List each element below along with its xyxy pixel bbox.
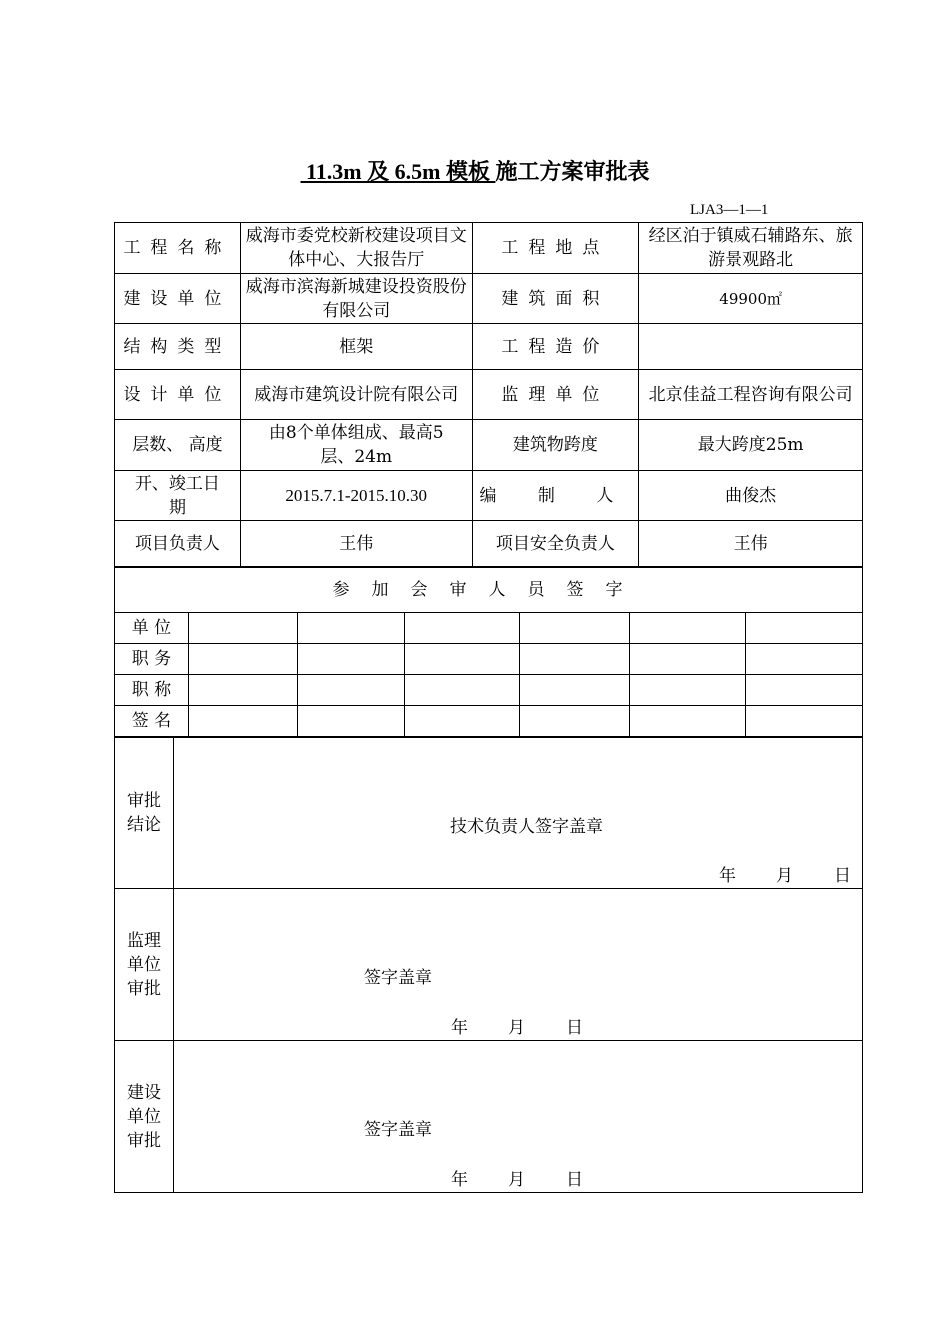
signoff-cell[interactable] — [404, 613, 520, 644]
signoff-cell[interactable] — [188, 706, 297, 737]
label-editor: 编 制 人 — [472, 471, 639, 521]
signoff-row-label: 职 务 — [115, 644, 189, 675]
document-number: LJA3—1—1 — [690, 202, 769, 218]
supervision-approval-area[interactable] — [173, 889, 862, 1041]
signoff-row-label: 职 称 — [115, 675, 189, 706]
value-span: 最大跨度25m — [639, 420, 863, 471]
value-designer: 威海市建筑设计院有限公司 — [240, 370, 472, 420]
signoff-cell[interactable] — [404, 675, 520, 706]
label-project-name: 工程名称 — [115, 223, 241, 274]
label-building-area: 建筑面积 — [472, 274, 639, 324]
label-project-location: 工程地点 — [472, 223, 639, 274]
seal-label: 签字盖章 — [363, 968, 432, 988]
value-project-location: 经区泊于镇威石辅路东、旅游景观路北 — [639, 223, 863, 274]
value-floors: 由8个单体组成、最高5层、24m — [240, 420, 472, 471]
label-designer: 设计单位 — [115, 370, 241, 420]
date-year: 年 — [450, 1018, 468, 1038]
label-cost: 工程造价 — [472, 324, 639, 370]
project-info-table — [114, 222, 863, 567]
value-cost — [639, 324, 863, 370]
signoff-cell[interactable] — [404, 706, 520, 737]
label-safety: 项目安全负责人 — [472, 521, 639, 567]
signoff-cell[interactable] — [520, 644, 630, 675]
value-supervisor: 北京佳益工程咨询有限公司 — [639, 370, 863, 420]
signoff-table — [114, 612, 863, 737]
date-day: 日 — [565, 1018, 583, 1038]
signoff-cell[interactable] — [630, 613, 746, 644]
date-month: 月 — [775, 866, 793, 886]
construction-approval-area[interactable] — [173, 1041, 862, 1193]
signoff-cell[interactable] — [630, 675, 746, 706]
value-editor: 曲俊杰 — [639, 471, 863, 521]
date-month: 月 — [507, 1018, 525, 1038]
value-structure: 框架 — [240, 324, 472, 370]
signoff-cell[interactable] — [520, 706, 630, 737]
approval-conclusion-label: 审批结论 — [115, 738, 174, 889]
value-builder: 威海市滨海新城建设投资股份有限公司 — [240, 274, 472, 324]
signoff-cell[interactable] — [746, 613, 863, 644]
signoff-cell[interactable] — [630, 644, 746, 675]
signoff-cell[interactable] — [630, 706, 746, 737]
signoff-cell[interactable] — [520, 675, 630, 706]
signoff-cell[interactable] — [297, 644, 404, 675]
value-building-area: 49900㎡ — [639, 274, 863, 324]
title-main: 施工方案审批表 — [495, 159, 650, 184]
value-project-name: 威海市委党校新校建设项目文体中心、大报告厅 — [240, 223, 472, 274]
signoff-cell[interactable] — [404, 644, 520, 675]
label-supervisor: 监理单位 — [472, 370, 639, 420]
signoff-cell[interactable] — [188, 613, 297, 644]
value-pm: 王伟 — [240, 521, 472, 567]
date-month: 月 — [507, 1170, 525, 1190]
value-safety: 王伟 — [639, 521, 863, 567]
label-structure: 结构类型 — [115, 324, 241, 370]
date-year: 年 — [450, 1170, 468, 1190]
signoff-cell[interactable] — [188, 644, 297, 675]
value-dates: 2015.7.1-2015.10.30 — [240, 471, 472, 521]
supervision-approval-label: 监理单位审批 — [115, 889, 174, 1041]
date-day: 日 — [565, 1170, 583, 1190]
signoff-cell[interactable] — [188, 675, 297, 706]
approval-table — [114, 737, 863, 1193]
title-underlined: 11.3m 及 6.5m 模板 — [300, 159, 496, 184]
approval-conclusion-area[interactable] — [173, 738, 862, 889]
label-floors: 层数、 高度 — [115, 420, 241, 471]
signoff-row-label: 签 名 — [115, 706, 189, 737]
signoff-cell[interactable] — [746, 675, 863, 706]
seal-label: 签字盖章 — [363, 1120, 432, 1140]
signoff-cell[interactable] — [746, 644, 863, 675]
page-title — [0, 156, 950, 188]
signoff-heading-table — [114, 567, 863, 613]
label-builder: 建设单位 — [115, 274, 241, 324]
signoff-cell[interactable] — [746, 706, 863, 737]
date-year: 年 — [718, 866, 736, 886]
construction-approval-label: 建设单位审批 — [115, 1041, 174, 1193]
signoff-cell[interactable] — [520, 613, 630, 644]
signoff-cell[interactable] — [297, 675, 404, 706]
label-dates: 开、竣工日期 — [115, 471, 241, 521]
signoff-cell[interactable] — [297, 706, 404, 737]
signoff-row-label: 单 位 — [115, 613, 189, 644]
signoff-cell[interactable] — [297, 613, 404, 644]
tech-sign-label: 技术负责人签字盖章 — [449, 817, 603, 837]
label-pm: 项目负责人 — [115, 521, 241, 567]
date-day: 日 — [833, 866, 851, 886]
label-span: 建筑物跨度 — [472, 420, 639, 471]
signoff-heading: 参加会审人员签字 — [115, 568, 863, 613]
